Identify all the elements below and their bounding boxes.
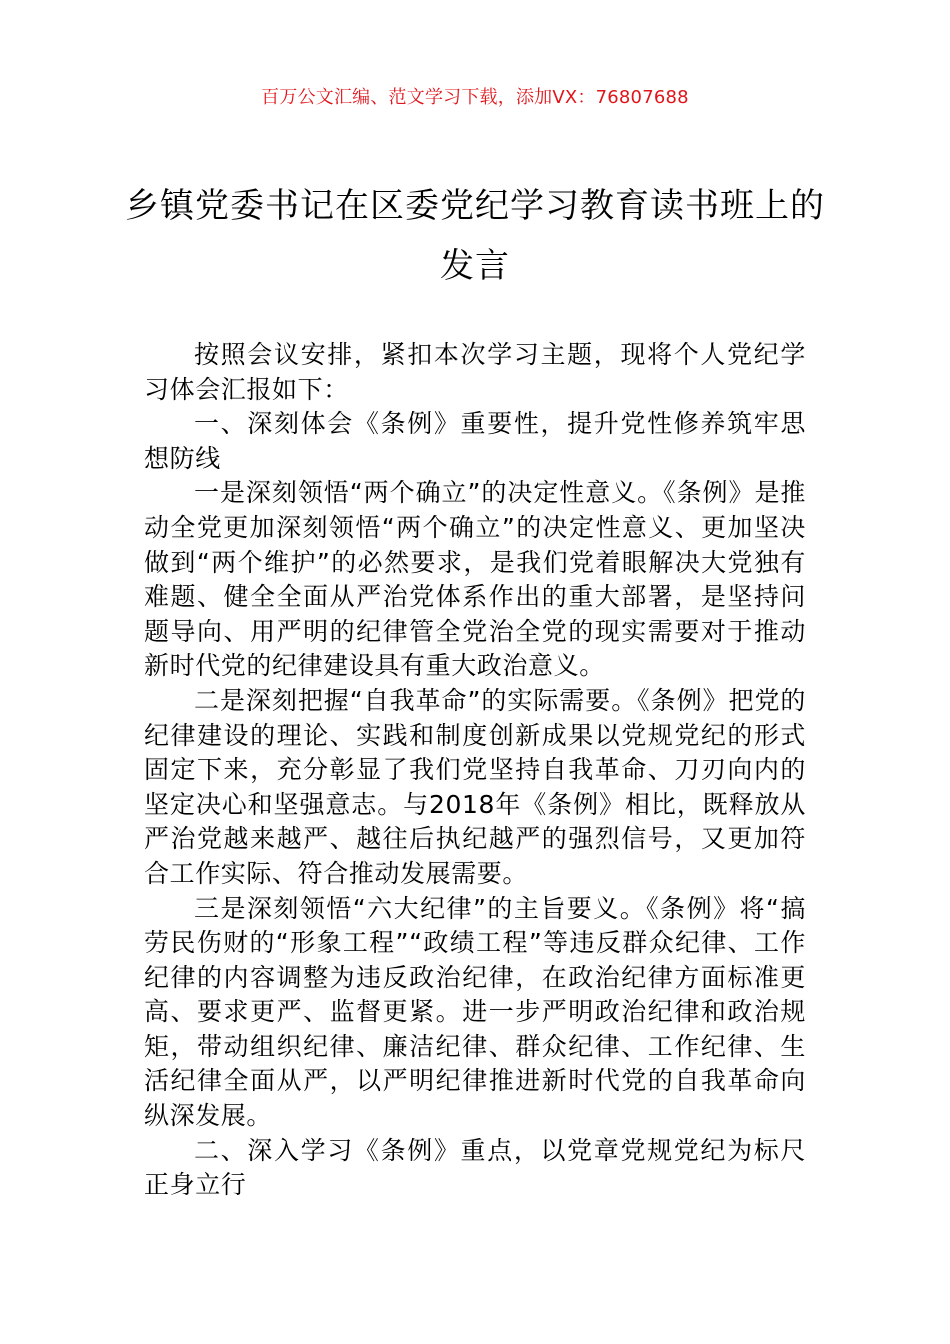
header-note: 百万公文汇编、范文学习下载，添加VX：76807688 — [261, 87, 689, 108]
heading-section-1: 一、深刻体会《条例》重要性，提升党性修养筑牢思想防线 — [144, 409, 806, 473]
paragraph-point-1: 一是深刻领悟“两个确立”的决定性意义。《条例》是推动全党更加深刻领悟“两个确立”的决定性意义、更加坚决做到“两个维护”的必然要求，是我们党着眼解决大党独有难题、健全全面从严治党体系作出的重大部署，是坚持问题导向、用严明的纪律管全党治全党的现实需要对于推动新时代党的纪律建设具有重大政治意义。 — [144, 478, 806, 681]
heading-section-2: 二、深入学习《条例》重点，以党章党规党纪为标尺正身立行 — [144, 1135, 806, 1200]
paragraph-point-3: 三是深刻领悟“六大纪律”的主旨要义。《条例》将“搞劳民伤财的“形象工程”“政绩工程”等违反群众纪律、工作纪律的内容调整为违反政治纪律，在政治纪律方面标准更高、要求更严、监督更紧。进一步严明政治纪律和政治规矩，带动组织纪律、廉洁纪律、群众纪律、工作纪律、生活纪律全面从严，以严明纪律推进新时代党的自我革命向纵深发展。 — [144, 893, 806, 1131]
paragraph-intro: 按照会议安排，紧扣本次学习主题，现将个人党纪学习体会汇报如下： — [144, 340, 806, 404]
document-title: 乡镇党委书记在区委党纪学习教育读书班上的发言 — [125, 186, 825, 286]
paragraph-point-2: 二是深刻把握“自我革命”的实际需要。《条例》把党的纪律建设的理论、实践和制度创新成果以党规党纪的形式固定下来，充分彰显了我们党坚持自我革命、刀刃向内的坚定决心和坚强意志。与2018年《条例》相比，既释放从严治党越来越严、越往后执纪越严的强烈信号，又更加符合工作实际、符合推动发展需要。 — [144, 685, 806, 888]
document-body — [144, 338, 806, 1203]
